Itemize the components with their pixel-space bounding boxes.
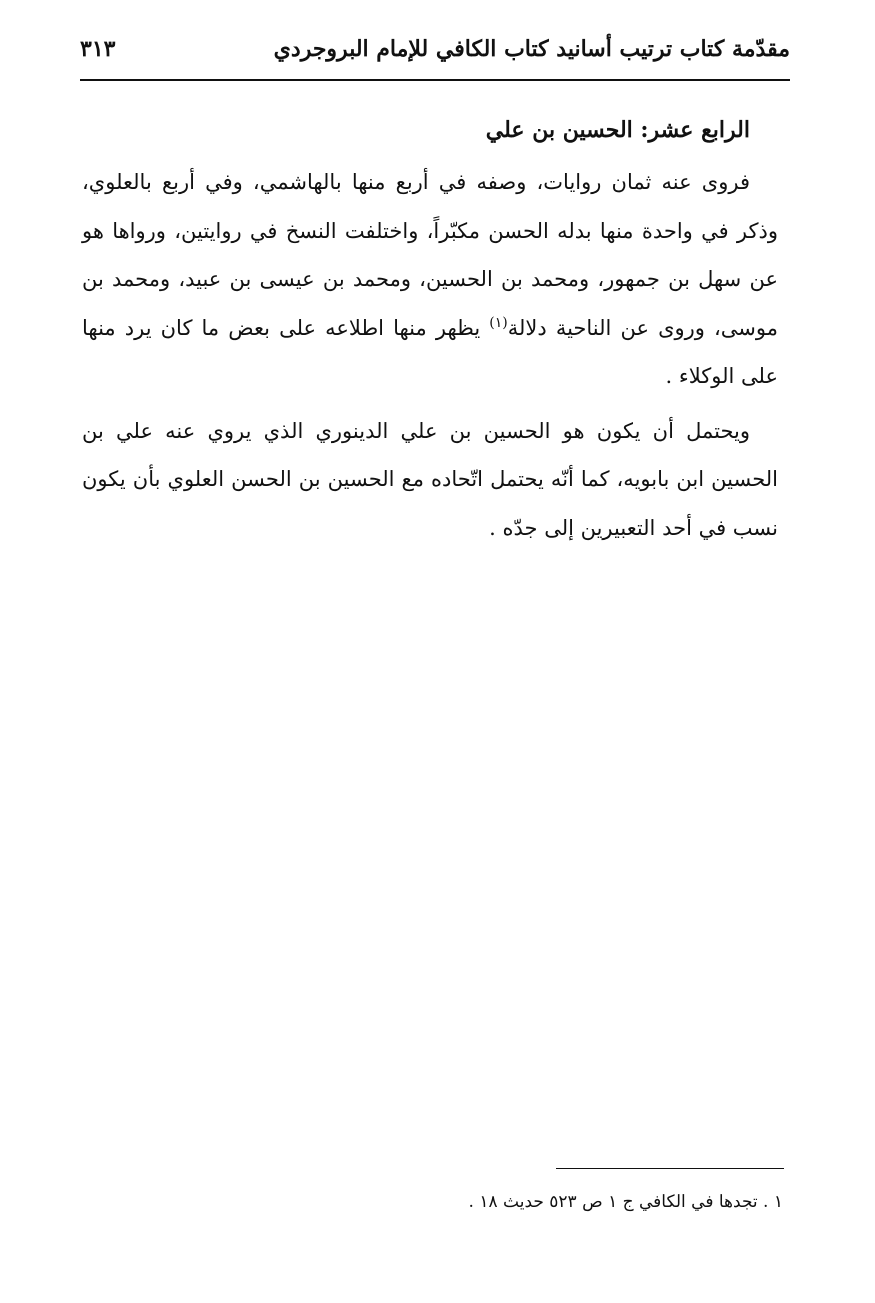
running-header-title: مقدّمة كتاب ترتيب أسانيد كتاب الكافي للإمام البروجردي [273,36,790,62]
paragraph-1 [82,158,778,401]
footnote-1: ١ . تجدها في الكافي ج ١ ص ٥٢٣ حديث ١٨ . [468,1192,783,1212]
paragraph-1-continuation: يظهر منها اطلاعه على بعض ما كان يرد منها على الوكلاء . [82,315,778,388]
page-number: ٣١٣ [80,36,116,62]
body-text [82,108,778,552]
footnote-divider [556,1168,784,1169]
section-heading: الرابع عشر: الحسين بن علي [485,117,750,143]
paragraph-1-text: فروى عنه ثمان روايات، وصفه في أربع منها بالهاشمي، وفي أربع بالعلوي، وذكر في واحدة منها بدله الحسن مكبّراً، واختلفت النسخ في روايتين، ورواها هو عن سهل بن جمهور، ومحمد بن الحسين، ومحمد بن عيسى بن عبيد، ومحمد بن موسى، وروى عن الناحية دلالة [82,170,778,340]
header-divider [80,79,790,81]
running-header [80,30,790,76]
footnote-reference[interactable]: (١) [489,314,508,331]
paragraph-2: ويحتمل أن يكون هو الحسين بن علي الدينوري الذي يروي عنه علي بن الحسين ابن بابويه، كما أنّه يحتمل اتّحاده مع الحسين بن الحسن العلوي بأن يكون نسب في أحد التعبيرين إلى جدّه . [82,418,778,540]
